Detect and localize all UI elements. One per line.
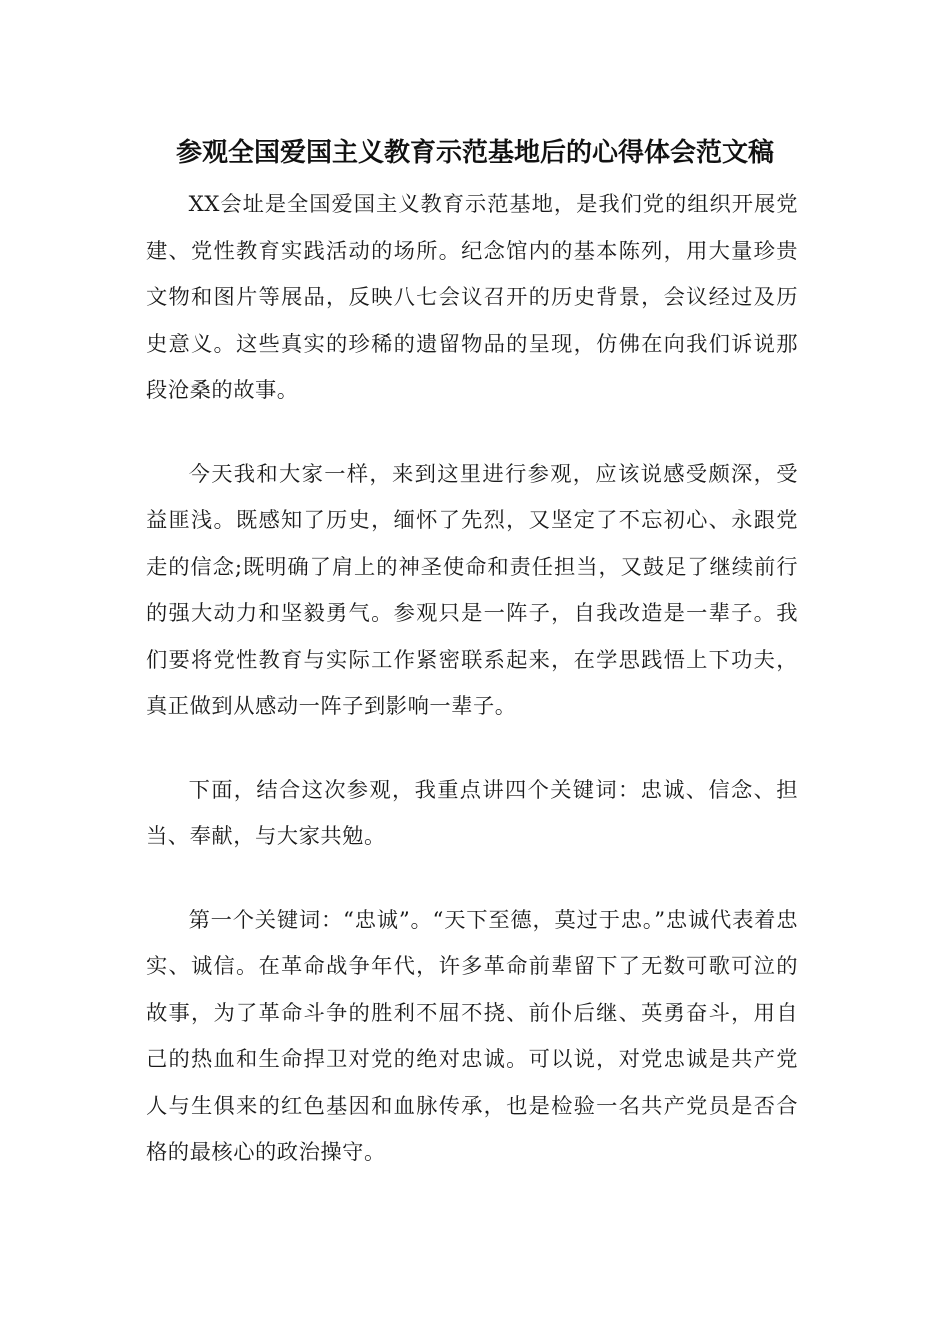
document-body: [146, 182, 798, 1214]
body-paragraph-4: 第一个关键词：“忠诚”。“天下至德，莫过于忠。”忠诚代表着忠实、诚信。在革命战争年代，许多革命前辈留下了无数可歌可泣的故事，为了革命斗争的胜利不屈不挠、前仆后继、英勇奋斗，用自己的热血和生命捍卫对党的绝对忠诚。可以说，对党忠诚是共产党人与生俱来的红色基因和血脉传承，也是检验一名共产党员是否合格的最核心的政治操守。: [146, 907, 798, 1165]
body-paragraph-3: 下面，结合这次参观，我重点讲四个关键词：忠诚、信念、担当、奉献，与大家共勉。: [146, 777, 798, 849]
body-paragraph-2: 今天我和大家一样，来到这里进行参观，应该说感受颇深，受益匪浅。既感知了历史，缅怀了先烈，又坚定了不忘初心、永跟党走的信念;既明确了肩上的神圣使命和责任担当，又鼓足了继续前行的强大动力和坚毅勇气。参观只是一阵子，自我改造是一辈子。我们要将党性教育与实际工作紧密联系起来，在学思践悟上下功夫，真正做到从感动一阵子到影响一辈子。: [146, 461, 798, 719]
document-title: 参观全国爱国主义教育示范基地后的心得体会范文稿: [175, 138, 774, 168]
body-paragraph-1: XX会址是全国爱国主义教育示范基地，是我们党的组织开展党建、党性教育实践活动的场所。纪念馆内的基本陈列，用大量珍贵文物和图片等展品，反映八七会议召开的历史背景，会议经过及历史意义。这些真实的珍稀的遗留物品的呈现，仿佛在向我们诉说那段沧桑的故事。: [146, 192, 798, 403]
